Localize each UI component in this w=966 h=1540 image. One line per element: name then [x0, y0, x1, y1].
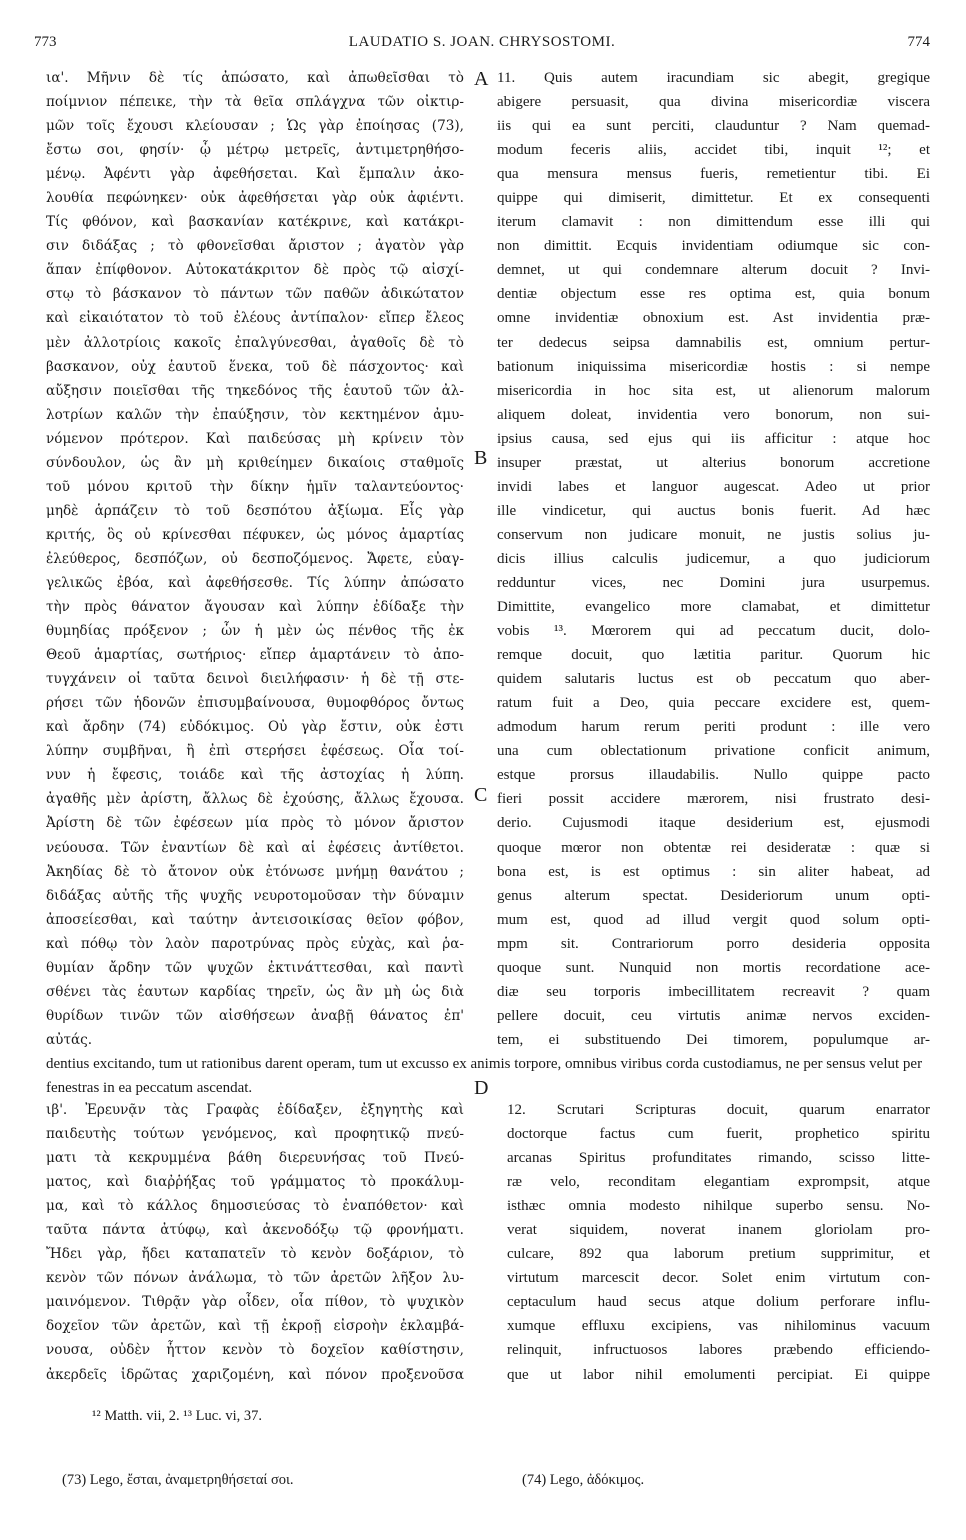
text-line: νεύουσα. Τῶν ἐναντίων δὲ καὶ αἱ ἐφέσεις ἀντίθετοι. — [46, 839, 464, 856]
text-line: omne invidentiæ obnoxium est. Ast invidentia præ- — [497, 310, 930, 327]
text-line: fieri possit accidere mærorem, nisi frustrato desi- — [497, 791, 930, 808]
text-line: una cum oblectationum privatione conficit animum, — [497, 743, 930, 760]
text-line: remque docuit, quo lætitia paritur. Quorum hic — [497, 647, 930, 664]
text-line: dentiæ objectum esse res optima est, quia bonum — [497, 286, 930, 303]
text-line: bationum iniquissima misericordiæ hostis : si nempe — [497, 358, 930, 375]
page-number-right: 774 — [907, 34, 930, 50]
text-line: Ἀκηδίας δὲ τὸ ἄτονον οὐκ ἐτόνωσε μνήμῃ θανάτου ; — [46, 863, 464, 880]
text-line: mum est, quod ad illud vergit quod solum opti- — [497, 911, 930, 928]
text-line: λύπην συμβῆναι, ἢ ἐπὶ στερήσει ἐφέσεως. Οἷα τοί- — [46, 743, 464, 760]
text-line: quoque sunt. Nunquid non mortis recordatione ace- — [497, 959, 930, 976]
text-line: δοχεῖον τῶν ἀρετῶν, καὶ τῇ ἐκροῇ εἰσροὴν ἐκλαμβά- — [46, 1318, 464, 1335]
text-line: νυν ἡ ἔφεσις, τοιάδε καὶ τῆς ἀστοχίας ἡ λύπη. — [46, 767, 464, 784]
text-line: ter dedecus seipsa damnabilis est, omnium pertur- — [497, 334, 930, 351]
text-line: ἀγαθῆς μὲν ἀρίστη, ἄλλως δὲ ἐχούσης, ἄλλως ἔχουσα. — [46, 791, 464, 808]
margin-marker-a: A — [474, 68, 489, 90]
text-line: Dimittite, evangelico more clamabat, et dimittetur — [497, 599, 930, 616]
margin-marker-c: C — [474, 784, 488, 806]
running-header — [34, 34, 930, 56]
text-line: γελικῶς ἐβόα, καὶ ἀφεθήσεσθε. Τίς λύπην ἀπώσατο — [46, 574, 464, 591]
text-line: aliquem doleat, invidentia vero bonorum, non sui- — [497, 406, 930, 423]
greek-column-section-11 — [46, 66, 464, 1052]
text-line: genus alterum spectat. Desideriorum unum opti- — [497, 887, 930, 904]
text-line: μένῳ. Ἀφέντι γὰρ ἀφεθήσεται. Καὶ ἔμπαλιν ἀκο- — [46, 166, 464, 183]
text-line: μα, καὶ τὸ κάλλος δημοσιεύσας τὸ ἐναπόθετον· καὶ — [46, 1198, 464, 1215]
text-line: ιβ'. Ἐρευνᾷν τὰς Γραφὰς ἐδίδαξεν, ἐξηγητὴς καὶ — [46, 1102, 464, 1118]
text-line: σιν διδάξας ; τὸ φθονεῖσθαι ἄριστον ; ἀγατὸν γὰρ — [46, 238, 464, 255]
text-line: admodum harum rerum periti produnt : ille vero — [497, 719, 930, 736]
text-line: xumque effluxu excipiens, vas nihilominus vacuum — [507, 1318, 930, 1335]
text-line: σθένει τὰς ἑαυτων καρδίας τηρεῖν, ὡς ἂν μὴ ὡς διὰ — [46, 983, 464, 1000]
text-line: καὶ εἰκαιότατον τὸ τοῦ ἐλέους ἀντίπαλον· εἴπερ ἔλεος — [46, 310, 464, 327]
text-line: virtutum marcescit decor. Solet enim virtutum con- — [507, 1270, 930, 1287]
latin-column-section-12 — [507, 1098, 930, 1387]
text-line: ρήσει τῶν ἡδονῶν ἐπισυμβαίνουσα, θυμοφθόρος ὄντως — [46, 695, 464, 712]
text-line: μὲν ἀλλοτρίοις κακοῖς ἐπαλγύνεσθαι, ἀγαθοῖς δὲ τὸ — [46, 334, 464, 351]
text-line: iterum clamavit : non dimittendum esse illi qui — [497, 214, 930, 231]
text-line: misericordia in hoc sita est, ut alienorum malorum — [497, 382, 930, 399]
footnote-74: (74) Lego, ἀδόκιμος. — [522, 1472, 645, 1488]
text-line: mpm sit. Contrariorum porro desideria opposita — [497, 935, 930, 952]
text-line: μαινόμενον. Τιθρᾷν γὰρ οἶδεν, οἷα πίθον, τὸ ψυχικὸν — [46, 1294, 464, 1311]
text-line: καὶ ἄρδην (74) εὐδόκιμος. Οὐ γὰρ ἔστιν, οὐκ ἐστι — [46, 719, 464, 736]
text-line: τὴν πρὸς θάνατον ἄγουσαν καὶ λύπην ἐδίδαξε τὴν — [46, 599, 464, 616]
text-line: ille vindicetur, qui auctus bonis fuerit. Ad hæc — [497, 502, 930, 519]
text-line: διδάξας αὐτῆς τῆς ψυχῆς νευροτομοῦσαν τὴν δύναμιν — [46, 887, 464, 904]
text-line: στῳ τὸ βάσκανον τὸ πάντων τῶν παθῶν ἀδικώτατον — [46, 286, 464, 303]
text-line: arcanas Spiritus profunditates rimando, scisso litte- — [507, 1150, 930, 1167]
text-line: 12. Scrutari Scripturas docuit, quarum enarrator — [507, 1102, 930, 1118]
text-line: doctorque factus cum fuerit, prophetico spiritu — [507, 1126, 930, 1143]
text-line: ipsius causa, sed ejus qui iis afficitur : atque hoc — [497, 430, 930, 447]
text-line: non dimittit. Ecquis invidentiam odiumque sic con- — [497, 238, 930, 255]
text-line: derio. Cujusmodi itaque desiderium est, ejusmodi — [497, 815, 930, 832]
text-line: αὐτάς. — [46, 1031, 93, 1048]
text-line: αὔξησιν ποιεῖσθαι τῆς τηκεδόνος τῆς ἑαυτοῦ τῶν ἀλ- — [46, 382, 464, 399]
text-line: demnet, ut qui condemnare alterum docuit ? Invi- — [497, 262, 930, 279]
text-line: ἔστω σοι, φησίν· ᾧ μέτρῳ μετρεῖς, ἀντιμετρηθήσο- — [46, 142, 464, 159]
text-line: tem, ei substituendo Dei timorem, populumque ar- — [497, 1031, 930, 1048]
text-line: redduntur vices, nec Domini jura usurpemus. — [497, 574, 930, 591]
text-line: ματι τὰ κεκρυμμένα βάθη διερευνήσας τοῦ Πνεύ- — [46, 1150, 464, 1167]
text-line: verat siquidem, noverat inanem gloriolam pro- — [507, 1222, 930, 1239]
text-line: invidi labes et languor augescat. Adeo ut prior — [497, 478, 930, 495]
text-line: θυμίαν ἄρδην τῶν ψυχῶν ἐκτινάττεσθαι, καὶ παντὶ — [46, 959, 464, 976]
text-line: estque prorsus illaudabilis. Nullo quippe pacto — [497, 767, 930, 784]
text-line: παιδευτὴς τούτων γενόμενος, καὶ προφητικῷ πνεύ- — [46, 1126, 464, 1143]
text-line: τυγχάνειν οἱ ταῦτα δεινοὶ διειλήφασιν· ἡ δὲ τῇ στε- — [46, 671, 464, 688]
text-line: μηδὲ ἁρπάζειν τὸ τοῦ δεσπότου ἀξίωμα. Εἷς γὰρ — [46, 502, 464, 519]
text-line: νουσα, οὐδὲν ἧττον κενὸν τὸ δοχεῖον καθίστησιν, — [46, 1342, 464, 1359]
text-line: νόμενον πρότερον. Καὶ παιδεύσας μὴ κρίνειν τὸν — [46, 430, 464, 447]
text-line: κριτής, ὃς οὐ κρίνεσθαι πέφυκεν, ὡς μόνος ἁμαρτίας — [46, 526, 464, 543]
text-line: ræ velo, reconditam elegantiam exprompsit, atque — [507, 1174, 930, 1191]
latin-continuation: dentius excitando, tum ut rationibus darent operam, tum ut excusso ex animis torpore, omnibus viribus corda custodiamus, ne per sensus velut per fenestras in ea peccatum ascendat. — [46, 1056, 923, 1096]
text-line: ια'. Μῆνιν δὲ τίς ἀπώσατο, καὶ ἀπωθεῖσθαι τὸ — [46, 70, 464, 86]
text-line: isthæc omnia modesto nihilque superbo sensu. No- — [507, 1198, 930, 1215]
margin-marker-b: B — [474, 447, 488, 469]
text-line: vobis ¹³. Mœrorem qui ad peccatum ducit, dolo- — [497, 623, 930, 640]
text-line: Ἀρίστη δὲ τῶν ἐφέσεων μία πρὸς τὸ μόνον ἄριστον — [46, 815, 464, 832]
text-line: ταῦτα πάντα ἀτύφῳ, καὶ ἀκενοδόξῳ τῷ φρονήματι. — [46, 1222, 464, 1239]
text-line: Θεοῦ ἁμαρτίας, σωτήριος· εἴπερ ἁμαρτάνειν τὸ ἀπο- — [46, 647, 464, 664]
text-line: pellere docuit, ceu virtutis animæ nervos exciden- — [497, 1007, 930, 1024]
text-line: quoque mœror non obtentæ rei desideratæ : quæ si — [497, 839, 930, 856]
text-line: quippe qui dimiserit, dimittetur. Et ex consequenti — [497, 190, 930, 207]
text-line: modum feceris aliis, accidet tibi, inquit ¹²; et — [497, 142, 930, 159]
footnote-73: (73) Lego, ἔσται, ἀναμετρηθήσεταί σοι. — [62, 1472, 294, 1488]
text-line: insuper præstat, ut alterius bonorum accretione — [497, 454, 930, 471]
text-line: Ἤδει γὰρ, ἤδει καταπατεῖν τὸ κενὸν δοξάριον, τὸ — [46, 1246, 464, 1263]
text-line: bona est, is est optimus : sin aliter habeat, ad — [497, 863, 930, 880]
margin-marker-d: D — [474, 1077, 489, 1099]
text-line: ἅπαν ἐπίφθονον. Αὐτοκατάκριτον δὲ πρὸς τῷ αἰσχί- — [46, 262, 464, 279]
text-line: καὶ πόθῳ τὸν λαὸν παροτρύνας πρὸς εὐχὰς, καὶ ῥα- — [46, 935, 464, 952]
text-line: βασκανον, οὐχ ἑαυτοῦ ἕνεκα, τοῦ δὲ πάσχοντος· καὶ — [46, 358, 464, 375]
text-line: ratum fuit a Deo, quia peccare excidere est, quem- — [497, 695, 930, 712]
latin-column-section-11 — [497, 66, 930, 1052]
running-title: LAUDATIO S. JOAN. CHRYSOSTOMI. — [348, 34, 616, 50]
text-line: κενὸν τῶν πόνων ἀνάλωμα, τὸ τῶν ἀρετῶν λῆξον λυ- — [46, 1270, 464, 1287]
text-line: quidem salutaris luctus est ob peccatum quo aber- — [497, 671, 930, 688]
text-line: θυμηδίας πρόξενον ; ὧν ἡ μὲν ὡς πένθος τῆς ἐκ — [46, 623, 464, 640]
text-line: abigere persuasit, qua divina misericordiæ viscera — [497, 94, 930, 111]
text-line: diæ seu torporis imbecillitatem recreavit ? quam — [497, 983, 930, 1000]
text-line: iis qui ea sunt perciti, clauduntur ? Nam quemad- — [497, 118, 930, 135]
footnote-scripture: ¹² Matth. vii, 2. ¹³ Luc. vi, 37. — [92, 1408, 263, 1424]
greek-column-section-12 — [46, 1098, 464, 1387]
text-line: λουθία πεφώνηκεν· οὐκ ἀφεθήσεται γὰρ οὐκ ἀφιέντι. — [46, 190, 464, 207]
page-number-left: 773 — [34, 34, 57, 50]
text-line: ματος, καὶ διαῤῥήξας τοῦ γράμματος τὸ προκάλυμ- — [46, 1174, 464, 1191]
text-line: τοῦ μόνου κριτοῦ τὴν δίκην ἡμῖν ταλαντεύοντος· — [46, 478, 464, 495]
text-line: σύνδουλον, ὡς ἂν μὴ κριθείημεν δικαίοις σταθμοῖς — [46, 454, 464, 471]
text-line: relinquit, infructuosos labores præbendo efficiendo- — [507, 1342, 930, 1359]
text-line: conservum non judicare monuit, ne justis solius ju- — [497, 526, 930, 543]
text-line: qua mensura mensus fueris, remetientur tibi. Ei — [497, 166, 930, 183]
text-line: ceptaculum haud secus atque dolium perforare influ- — [507, 1294, 930, 1311]
text-line: λοτρίων καλῶν τὴν ἐπαύξησιν, τὸν κεκτημένον ἀμυ- — [46, 406, 464, 423]
text-line: ἀποσείεσθαι, καὶ ταύτην ἀντεισοικίσας θεῖον φόβον, — [46, 911, 464, 928]
text-line: culcare, 892 qua laborum pretium supprimitur, et — [507, 1246, 930, 1263]
text-line: que ut labor nihil emolumenti percipiat. Ei quippe — [507, 1366, 930, 1383]
text-line: ἀκερδεῖς ἱδρῶτας χαριζομένη, καὶ πόνον προξενοῦσα — [46, 1366, 464, 1383]
text-line: ἐλεύθερος, δεσπόζων, οὐ δεσποζόμενος. Ἄφετε, εὐαγ- — [46, 550, 464, 567]
text-line: θυρίδων τινῶν τῶν αἰσθήσεων ἀναβῇ θάνατος ἐπ' — [46, 1007, 464, 1024]
text-line: 11. Quis autem iracundiam sic abegit, gregique — [497, 70, 930, 86]
text-line: ποίμνιον πέπεικε, τὴν τὰ θεῖα σπλάγχνα τῶν οἰκτιρ- — [46, 94, 464, 111]
text-line: Τίς φθόνον, καὶ βασκανίαν κατέκρινε, καὶ κατάκρι- — [46, 214, 464, 231]
text-line: dicis illius calculis judicemur, a quo judiciorum — [497, 550, 930, 567]
text-line: μῶν τοῖς ἔχουσι κλείουσαν ; Ὡς γὰρ ἐποίησας (73), — [46, 118, 464, 135]
